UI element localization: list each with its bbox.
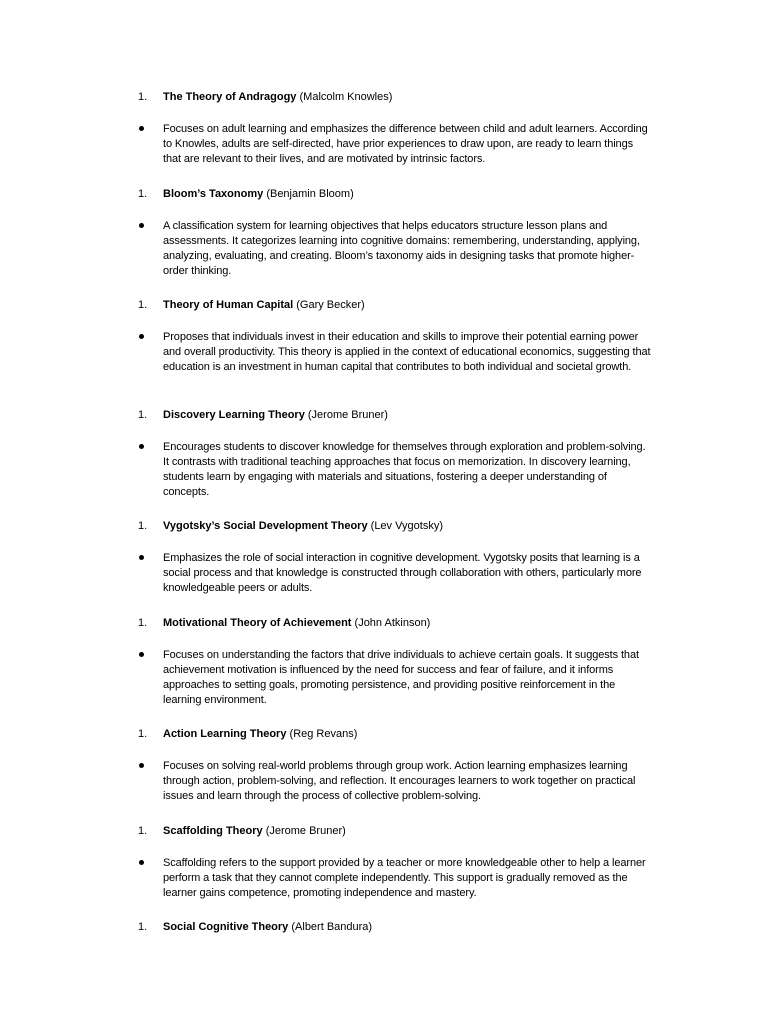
theory-description: Focuses on understanding the factors that drive individuals to achieve certain goals. It suggests that achievement motivation is influenced by the need for success and fear of failure, and it informs approaches to setting goals, promoting persistence, and providing positive reinforcement in the learning environment.: [163, 649, 639, 706]
bullet-icon: [139, 652, 144, 657]
list-number: 1.: [138, 188, 148, 200]
bullet-icon: [139, 444, 144, 449]
theory-heading: [0, 297, 768, 313]
theory-title: The Theory of Andragogy: [163, 91, 297, 103]
theory-description: Focuses on solving real-world problems through group work. Action learning emphasizes learning through action, problem-solving, and reflection. It encourages learners to work together on practical issues and learn through the process of collective problem-solving.: [163, 760, 636, 802]
list-number: 1.: [138, 825, 148, 837]
theory-title: Scaffolding Theory: [163, 825, 263, 837]
theory-author: (Malcolm Knowles): [299, 91, 393, 103]
list-number: 1.: [138, 409, 148, 421]
theory-author: (Reg Revans): [289, 728, 358, 740]
theory-title: Social Cognitive Theory: [163, 921, 289, 933]
theory-description: Focuses on adult learning and emphasizes the difference between child and adult learners. According to Knowles, adults are self-directed, have prior experiences to draw upon, are ready to learn things that are relevant to their lives, and are motivated by intrinsic factors.: [163, 123, 648, 165]
theory-author: (Benjamin Bloom): [266, 188, 354, 200]
theory-discovery-learning: [0, 407, 768, 498]
list-number: 1.: [138, 91, 148, 103]
theory-human-capital: [0, 297, 768, 373]
theory-heading: [0, 186, 768, 202]
theory-title: Discovery Learning Theory: [163, 409, 305, 421]
theory-title: Vygotsky’s Social Development Theory: [163, 520, 368, 532]
theory-heading: [0, 726, 768, 742]
theory-title: Bloom’s Taxonomy: [163, 188, 264, 200]
theory-description: Proposes that individuals invest in their education and skills to improve their potential earning power and overall productivity. This theory is applied in the context of educational economics, suggesting that education is an investment in human capital that contributes to both individual and societal growth.: [163, 331, 651, 373]
theory-description: Scaffolding refers to the support provided by a teacher or more knowledgeable other to help a learner perform a task that they cannot complete independently. This support is gradually removed as the learner gains competence, promoting independence and mastery.: [163, 857, 646, 899]
theory-heading: [0, 919, 768, 935]
theory-description: Emphasizes the role of social interaction in cognitive development. Vygotsky posits that learning is a social process and that knowledge is constructed through collaboration with others, particularly more knowledgeable peers or adults.: [163, 552, 642, 594]
theory-title: Motivational Theory of Achievement: [163, 617, 352, 629]
bullet-icon: [139, 223, 144, 228]
theory-motivational-achievement: [0, 615, 768, 706]
bullet-icon: [139, 126, 144, 131]
list-number: 1.: [138, 520, 148, 532]
theory-description: Encourages students to discover knowledge for themselves through exploration and problem-solving. It contrasts with traditional teaching approaches that focus on memorization. In discovery learning, students learn by engaging with materials and situations, fostering a deeper understanding of concepts.: [163, 441, 646, 498]
theory-blooms-taxonomy: [0, 186, 768, 277]
theory-andragogy: [0, 89, 768, 165]
theory-title: Action Learning Theory: [163, 728, 287, 740]
theory-description: A classification system for learning objectives that helps educators structure lesson plans and assessments. It categorizes learning into cognitive domains: remembering, understanding, applying, analyzing, evaluating, and creating. Bloom’s taxonomy aids in designing tasks that promote higher-order thinking.: [163, 220, 640, 277]
theory-heading: [0, 615, 768, 631]
theory-author: (Albert Bandura): [291, 921, 373, 933]
theory-action-learning: [0, 726, 768, 802]
theory-heading: [0, 407, 768, 423]
theory-heading: [0, 518, 768, 534]
list-number: 1.: [138, 921, 148, 933]
bullet-icon: [139, 763, 144, 768]
list-number: 1.: [138, 728, 148, 740]
theory-scaffolding: [0, 823, 768, 899]
theory-author: (Jerome Bruner): [307, 409, 388, 421]
bullet-icon: [139, 334, 144, 339]
theory-social-development: [0, 518, 768, 594]
theory-author: (Gary Becker): [296, 299, 365, 311]
theory-heading: [0, 823, 768, 839]
theory-title: Theory of Human Capital: [163, 299, 294, 311]
bullet-icon: [139, 860, 144, 865]
theory-author: (Lev Vygotsky): [370, 520, 443, 532]
list-number: 1.: [138, 299, 148, 311]
bullet-icon: [139, 555, 144, 560]
theory-author: (John Atkinson): [354, 617, 431, 629]
list-number: 1.: [138, 617, 148, 629]
theory-author: (Jerome Bruner): [265, 825, 346, 837]
theory-social-cognitive: [0, 919, 768, 935]
theory-heading: [0, 89, 768, 105]
